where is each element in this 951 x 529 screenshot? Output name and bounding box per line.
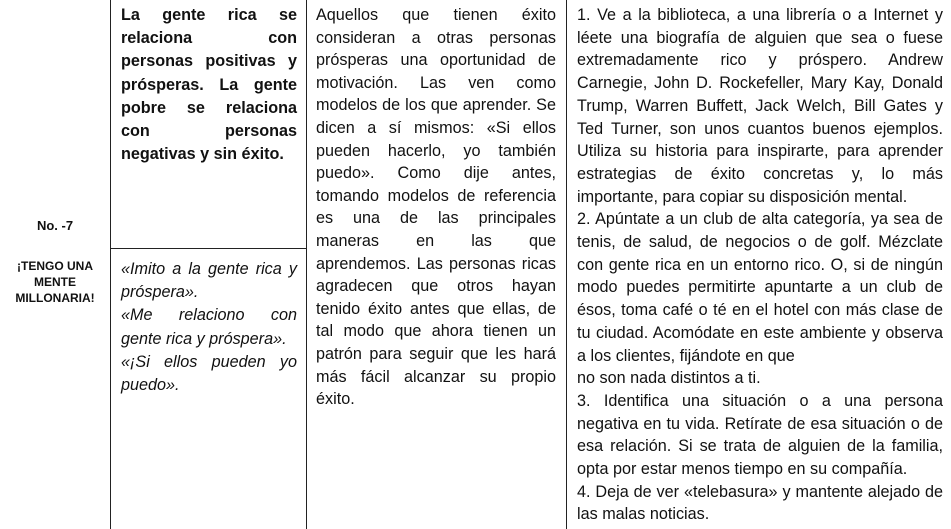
action-item: 4. Deja de ver «telebasura» y mantente alejado de las malas noticias. — [577, 482, 943, 524]
row-title: ¡TENGO UNA MENTE MILLONARIA! — [15, 259, 95, 305]
declaration-item: «Imito a la gente rica y próspera». — [121, 260, 297, 302]
row-number: No. -7 — [36, 218, 74, 233]
explanation-text: Aquellos que tienen éxito consideran a otras personas prósperas una oportunidad de motivación. Las ven como modelos de los que aprender. Se dicen a sí mismos: «Si ellos pueden hacerlo, yo también puedo». Como dije antes, tomando modelos de referencia es una de las principales maneras en las que aprendemos. Las personas ricas agradecen que otros hayan tenido éxito antes que ellas, de tal modo que ahora tienen un patrón para seguir que les hará más fácil alcanzar su propio éxito. — [316, 6, 556, 409]
column-divider — [306, 0, 307, 529]
principle-text: La gente rica se relaciona con personas positivas y prósperas. La gente pobre se relaciona con personas negativas y sin éxito. — [121, 6, 297, 164]
column-divider — [566, 0, 567, 529]
declaration-item: «Me relaciono con gente rica y próspera». — [121, 306, 297, 348]
action-item: 2. Apúntate a un club de alta categoría, ya sea de tenis, de salud, de negocios o de golf. Mézclate con gente rica en un entorno rico. O, si de ningún modo puedes permitirte apuntarte a un club de ésos, toma café o té en el hotel con más clase de tu ciudad. Acomódate en este ambiente y observa a los clientes, fijándote en que — [577, 210, 943, 365]
cell-divider — [110, 248, 306, 249]
action-item: no son nada distintos a ti. — [577, 369, 761, 388]
column-divider — [110, 0, 111, 529]
declaration-item: «¡Si ellos pueden yo puedo». — [121, 352, 297, 395]
row-header-cell — [0, 0, 111, 529]
action-item: 3. Identifica una situación o a una persona negativa en tu vida. Retírate de esa situación o de esa relación. Si se trata de alguien de la familia, opta por estar menos tiempo en su compañía. — [577, 391, 943, 479]
action-item: 1. Ve a la biblioteca, a una librería o a Internet y léete una biografía de alguien que sea o fuese extremadamente rico y próspero. Andrew Carnegie, John D. Rockefeller, Mary Kay, Donald Trump, Warren Buffett, Jack Welch, Bill Gates y Ted Turner, son unos cuantos buenos ejemplos. Utiliza su historia para inspirarte, para aprender estrategias de éxito concretas y, lo más importante, para copiar su disposición mental. — [577, 6, 943, 206]
declarations-list — [121, 258, 297, 397]
actions-list — [577, 4, 943, 526]
